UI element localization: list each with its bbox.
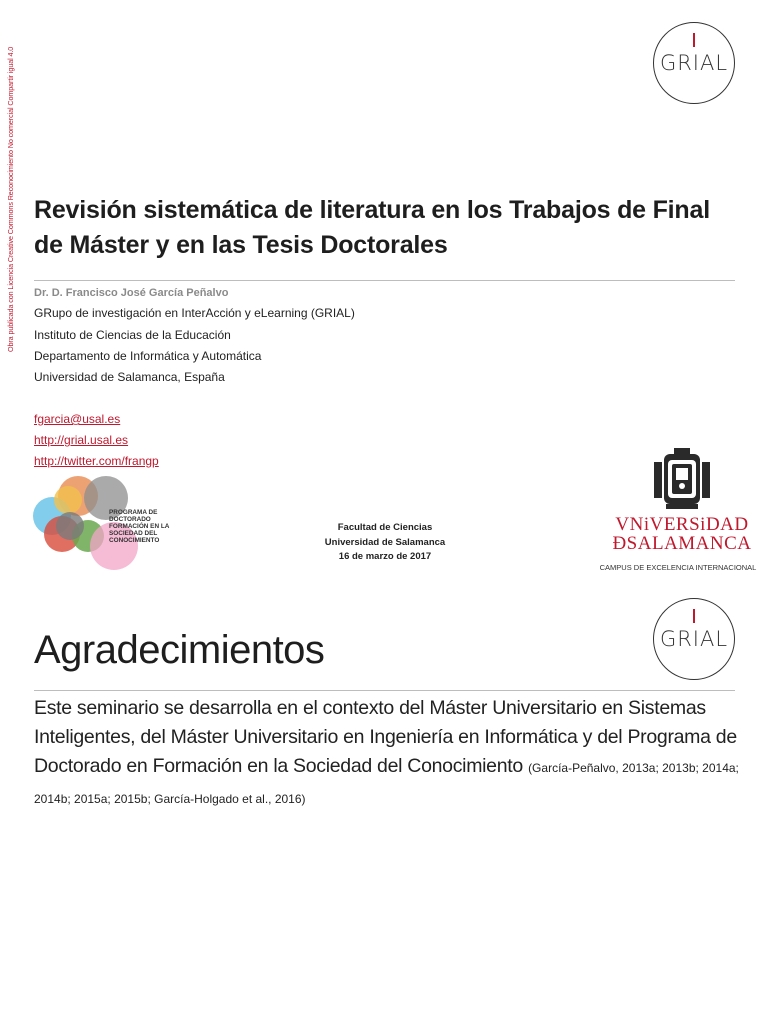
email-link[interactable]: fgarcia@usal.es [34,412,121,426]
grial-logo-text: GRIAL [659,51,729,75]
affiliation-institute: Instituto de Ciencias de la Educación [34,328,231,342]
grial-logo-mark [693,609,695,623]
acknowledgements-heading: Agradecimientos [34,628,325,672]
event-university: Universidad de Salamanca [324,536,446,548]
license-notice [6,12,16,352]
university-seal-icon [646,448,718,512]
grial-logo-mark [693,33,695,47]
grial-logo [653,22,735,104]
grial-logo-slide2 [653,598,735,680]
license-text: Obra publicada con Licencia Creative Commons Reconocimiento No comercial Compartir igual 4.0 [6,46,15,352]
logo-circle-dark [56,512,84,540]
citation-text: (García-Peñalvo, 2013a; 2013b; 2014a; 2014b; 2015a; 2015b; García-Holgado et al., 2016) [34,761,739,806]
event-date: 16 de marzo de 2017 [338,551,432,562]
affiliation-university: Universidad de Salamanca, España [34,370,225,384]
acknowledgements-text: Este seminario se desarrolla en el contexto del Máster Universitario en Sistemas Inteligentes, del Máster Universitario en Ingeniería en Informática y del Programa de Doctorado en Formación en la Sociedad del Conocimiento [34,697,737,777]
grial-logo-text: GRIAL [659,627,729,651]
twitter-link[interactable]: http://twitter.com/frangp [34,454,159,468]
grial-website-link[interactable]: http://grial.usal.es [34,433,129,447]
affiliation-department: Departamento de Informática y Automática [34,349,262,363]
slide-title: Revisión sistemática de literatura en los Trabajos de Final de Máster y en las Tesis Doctorales [34,196,710,259]
university-name-line2: ÐSALAMANCA [612,533,752,554]
campus-excellence-label: CAMPUS DE EXCELENCIA INTERNACIONAL [599,563,757,572]
heading-divider [34,690,735,691]
author-name: Dr. D. Francisco José García Peñalvo [34,287,229,299]
logo-circle-yellow [54,486,82,514]
affiliation-group: GRupo de investigación en InterAcción y eLearning (GRIAL) [34,306,355,320]
event-faculty: Facultad de Ciencias [337,522,433,533]
doctorate-program-text: PROGRAMA DE DOCTORADO FORMACIÓN EN LA SOCIEDAD DEL CONOCIMIENTO [109,509,170,544]
event-info [300,521,470,565]
acknowledgements-paragraph [34,694,746,814]
university-name-line1: VNiVERSiDAD [615,514,749,535]
title-divider [34,280,735,281]
